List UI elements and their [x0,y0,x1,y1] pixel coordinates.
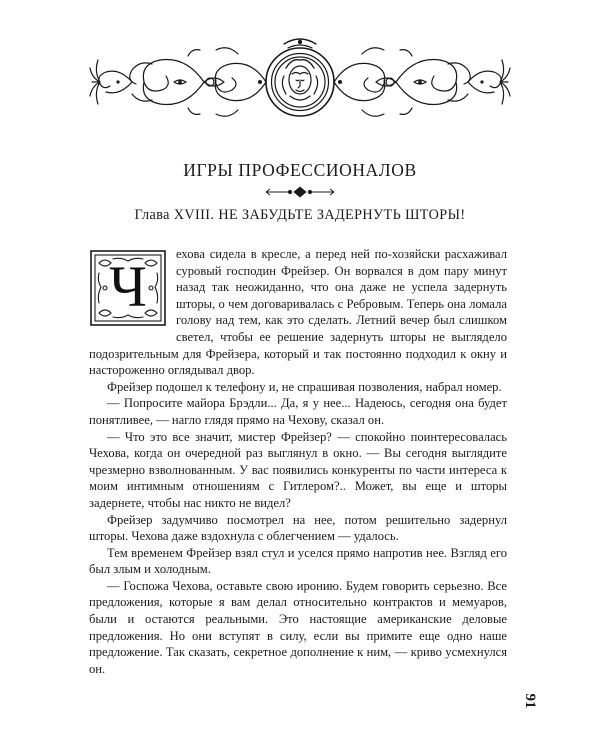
drop-cap-letter: Ч [109,254,147,319]
body-text [89,246,507,677]
paragraph: Тем временем Фрейзер взял стул и уселся прямо напротив нее. Взгляд его был злым и холодным. [89,545,507,577]
paragraph: — Что это все значит, мистер Фрейзер? — спокойно поинтересовалась Чехова, когда он очередной раз выглянул в окно. — Вы сегодня выглядите чрезмерно взволнованным. У вас появились конкуренты по части интереса к моим интимным отношениям с Гитлером?.. Может, вы еще и шторы задернете, чтобы нас никто не видел? [89,429,507,510]
paragraph: Фрейзер задумчиво посмотрел на нее, потом решительно задернул шторы. Чехова даже вздохнула с облегчением — удалось. [89,512,507,544]
paragraph: — Госпожа Чехова, оставьте свою иронию. Будем говорить серьезно. Все предложения, которые я вам делал относительно контрактов и мемуаров, были и остаются реальными. Это настоящие американские деловые предложения. Но они вступят в силу, если вы примите еще одно наше предложение. Так сказать, секретное дополнение к ним, — криво усмехнулся он. [89,578,507,676]
ornamental-header-vignette [88,34,512,130]
drop-cap [89,249,167,327]
chapter-title: Глава XVIII. НЕ ЗАБУДЬТЕ ЗАДЕРНУТЬ ШТОРЫ! [134,207,466,223]
paragraph [89,246,507,379]
section-title: ИГРЫ ПРОФЕССИОНАЛОВ [183,160,417,180]
title-divider-ornament [262,186,338,198]
paragraph-text: ехова сидела в кресле, а перед ней по-хозяйски расхаживал суровый господин Фрейзер. Он ворвался в дом пару минут назад так неожиданно, что она даже не успела задернуть шторы, о чем договаривалась с Ребровым. Теперь она ломала голову над тем, как это сделать. Летний вечер был слишком светел, чтобы ее решение задернуть шторы не выглядело подозрительным для Фрейзера, который и так постоянно подходил к окну и настороженно оглядывал двор. [89,247,507,378]
paragraph: Фрейзер подошел к телефону и, не спрашивая позволения, набрал номер. [107,379,502,394]
page-number: 91 [522,693,538,709]
paragraph: — Попросите майора Брэдли... Да, я у нее... Надеюсь, сегодня она будет понятливее, — нагло глядя прямо на Чехову, сказал он. [89,396,507,427]
